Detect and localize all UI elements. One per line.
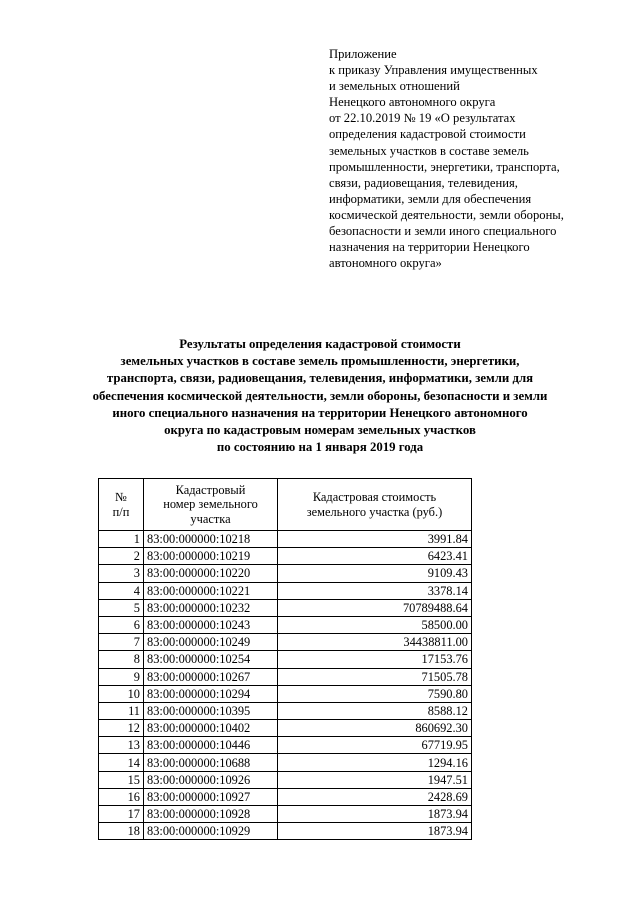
row-number: 10 <box>99 685 144 702</box>
appendix-line: промышленности, энергетики, транспорта, <box>329 159 560 174</box>
cadastral-value: 7590.80 <box>278 685 472 702</box>
row-number: 4 <box>99 582 144 599</box>
cadastral-number: 83:00:000000:10446 <box>144 737 278 754</box>
row-number: 2 <box>99 548 144 565</box>
table-row <box>99 651 472 668</box>
header-number <box>99 479 144 531</box>
cadastral-number: 83:00:000000:10219 <box>144 548 278 565</box>
cadastral-number: 83:00:000000:10249 <box>144 634 278 651</box>
cadastral-number: 83:00:000000:10929 <box>144 823 278 840</box>
cadastral-number: 83:00:000000:10402 <box>144 720 278 737</box>
cadastral-number: 83:00:000000:10395 <box>144 702 278 719</box>
cadastral-value: 1294.16 <box>278 754 472 771</box>
cadastral-number: 83:00:000000:10218 <box>144 531 278 548</box>
cadastral-value: 8588.12 <box>278 702 472 719</box>
table-row <box>99 737 472 754</box>
cadastral-value: 3991.84 <box>278 531 472 548</box>
header-line: № <box>115 489 127 504</box>
header-line: участка <box>190 511 231 526</box>
cadastral-number: 83:00:000000:10220 <box>144 565 278 582</box>
cadastral-value: 1873.94 <box>278 823 472 840</box>
cadastral-value: 1873.94 <box>278 806 472 823</box>
header-line: номер земельного <box>163 497 258 512</box>
table-row <box>99 754 472 771</box>
row-number: 14 <box>99 754 144 771</box>
row-number: 3 <box>99 565 144 582</box>
cadastral-number: 83:00:000000:10254 <box>144 651 278 668</box>
appendix-line: связи, радиовещания, телевидения, <box>329 175 518 190</box>
appendix-line: Ненецкого автономного округа <box>329 95 496 110</box>
table-row <box>99 771 472 788</box>
cadastral-number: 83:00:000000:10232 <box>144 599 278 616</box>
cadastral-value: 6423.41 <box>278 548 472 565</box>
cadastral-number: 83:00:000000:10688 <box>144 754 278 771</box>
cadastral-value: 2428.69 <box>278 788 472 805</box>
table-row <box>99 720 472 737</box>
row-number: 7 <box>99 634 144 651</box>
title-line: Результаты определения кадастровой стоимости <box>179 337 461 351</box>
table-row <box>99 599 472 616</box>
cadastral-table <box>98 478 472 840</box>
appendix-line: назначения на территории Ненецкого <box>329 240 530 255</box>
document-title <box>40 336 600 456</box>
appendix-line: безопасности и земли иного специального <box>329 224 557 239</box>
cadastral-number: 83:00:000000:10243 <box>144 616 278 633</box>
title-line: обеспечения космической деятельности, земли обороны, безопасности и земли <box>92 388 548 403</box>
cadastral-value: 70789488.64 <box>278 599 472 616</box>
cadastral-value: 67719.95 <box>278 737 472 754</box>
row-number: 11 <box>99 702 144 719</box>
row-number: 17 <box>99 806 144 823</box>
appendix-line: Приложение <box>329 47 397 61</box>
appendix-line: к приказу Управления имущественных <box>329 63 538 78</box>
header-line: Кадастровый <box>175 482 246 497</box>
title-line: земельных участков в составе земель промышленности, энергетики, <box>120 354 520 369</box>
appendix-line: земельных участков в составе земель <box>329 143 529 158</box>
table-row <box>99 823 472 840</box>
row-number: 5 <box>99 599 144 616</box>
row-number: 1 <box>99 531 144 548</box>
cadastral-number: 83:00:000000:10927 <box>144 788 278 805</box>
cadastral-value: 860692.30 <box>278 720 472 737</box>
table-row <box>99 806 472 823</box>
cadastral-number: 83:00:000000:10926 <box>144 771 278 788</box>
header-line: п/п <box>112 504 130 519</box>
row-number: 8 <box>99 651 144 668</box>
table-row <box>99 788 472 805</box>
table-row <box>99 582 472 599</box>
table-body <box>99 531 472 840</box>
table-row <box>99 702 472 719</box>
row-number: 16 <box>99 788 144 805</box>
row-number: 9 <box>99 668 144 685</box>
header-cadastral-value <box>278 479 472 531</box>
table-row <box>99 531 472 548</box>
table-row <box>99 634 472 651</box>
cadastral-value: 34438811.00 <box>278 634 472 651</box>
table-row <box>99 685 472 702</box>
cadastral-value: 17153.76 <box>278 651 472 668</box>
title-line: иного специального назначения на территории Ненецкого автономного <box>112 405 528 420</box>
row-number: 13 <box>99 737 144 754</box>
appendix-line: информатики, земли для обеспечения <box>329 191 532 206</box>
table-row <box>99 668 472 685</box>
row-number: 12 <box>99 720 144 737</box>
cadastral-number: 83:00:000000:10221 <box>144 582 278 599</box>
title-line: округа по кадастровым номерам земельных участков <box>164 423 476 438</box>
appendix-line: определения кадастровой стоимости <box>329 127 526 142</box>
header-line: земельного участка (руб.) <box>306 504 443 519</box>
appendix-line: и земельных отношений <box>329 79 460 94</box>
header-cadastral-number <box>144 479 278 531</box>
row-number: 6 <box>99 616 144 633</box>
appendix-line: космической деятельности, земли обороны, <box>329 207 564 222</box>
header-line: Кадастровая стоимость <box>312 489 437 504</box>
appendix-line: автономного округа» <box>329 256 442 271</box>
cadastral-value: 1947.51 <box>278 771 472 788</box>
cadastral-number: 83:00:000000:10267 <box>144 668 278 685</box>
cadastral-value: 58500.00 <box>278 616 472 633</box>
table-row <box>99 548 472 565</box>
cadastral-value: 9109.43 <box>278 565 472 582</box>
cadastral-number: 83:00:000000:10294 <box>144 685 278 702</box>
table-row <box>99 616 472 633</box>
appendix-block <box>329 46 629 271</box>
table-header-row <box>99 479 472 531</box>
row-number: 18 <box>99 823 144 840</box>
cadastral-value: 71505.78 <box>278 668 472 685</box>
title-line: транспорта, связи, радиовещания, телевидения, информатики, земли для <box>106 371 534 386</box>
appendix-line: от 22.10.2019 № 19 «О результатах <box>329 111 516 126</box>
title-line: по состоянию на 1 января 2019 года <box>216 440 424 455</box>
cadastral-number: 83:00:000000:10928 <box>144 806 278 823</box>
table-row <box>99 565 472 582</box>
cadastral-value: 3378.14 <box>278 582 472 599</box>
row-number: 15 <box>99 771 144 788</box>
